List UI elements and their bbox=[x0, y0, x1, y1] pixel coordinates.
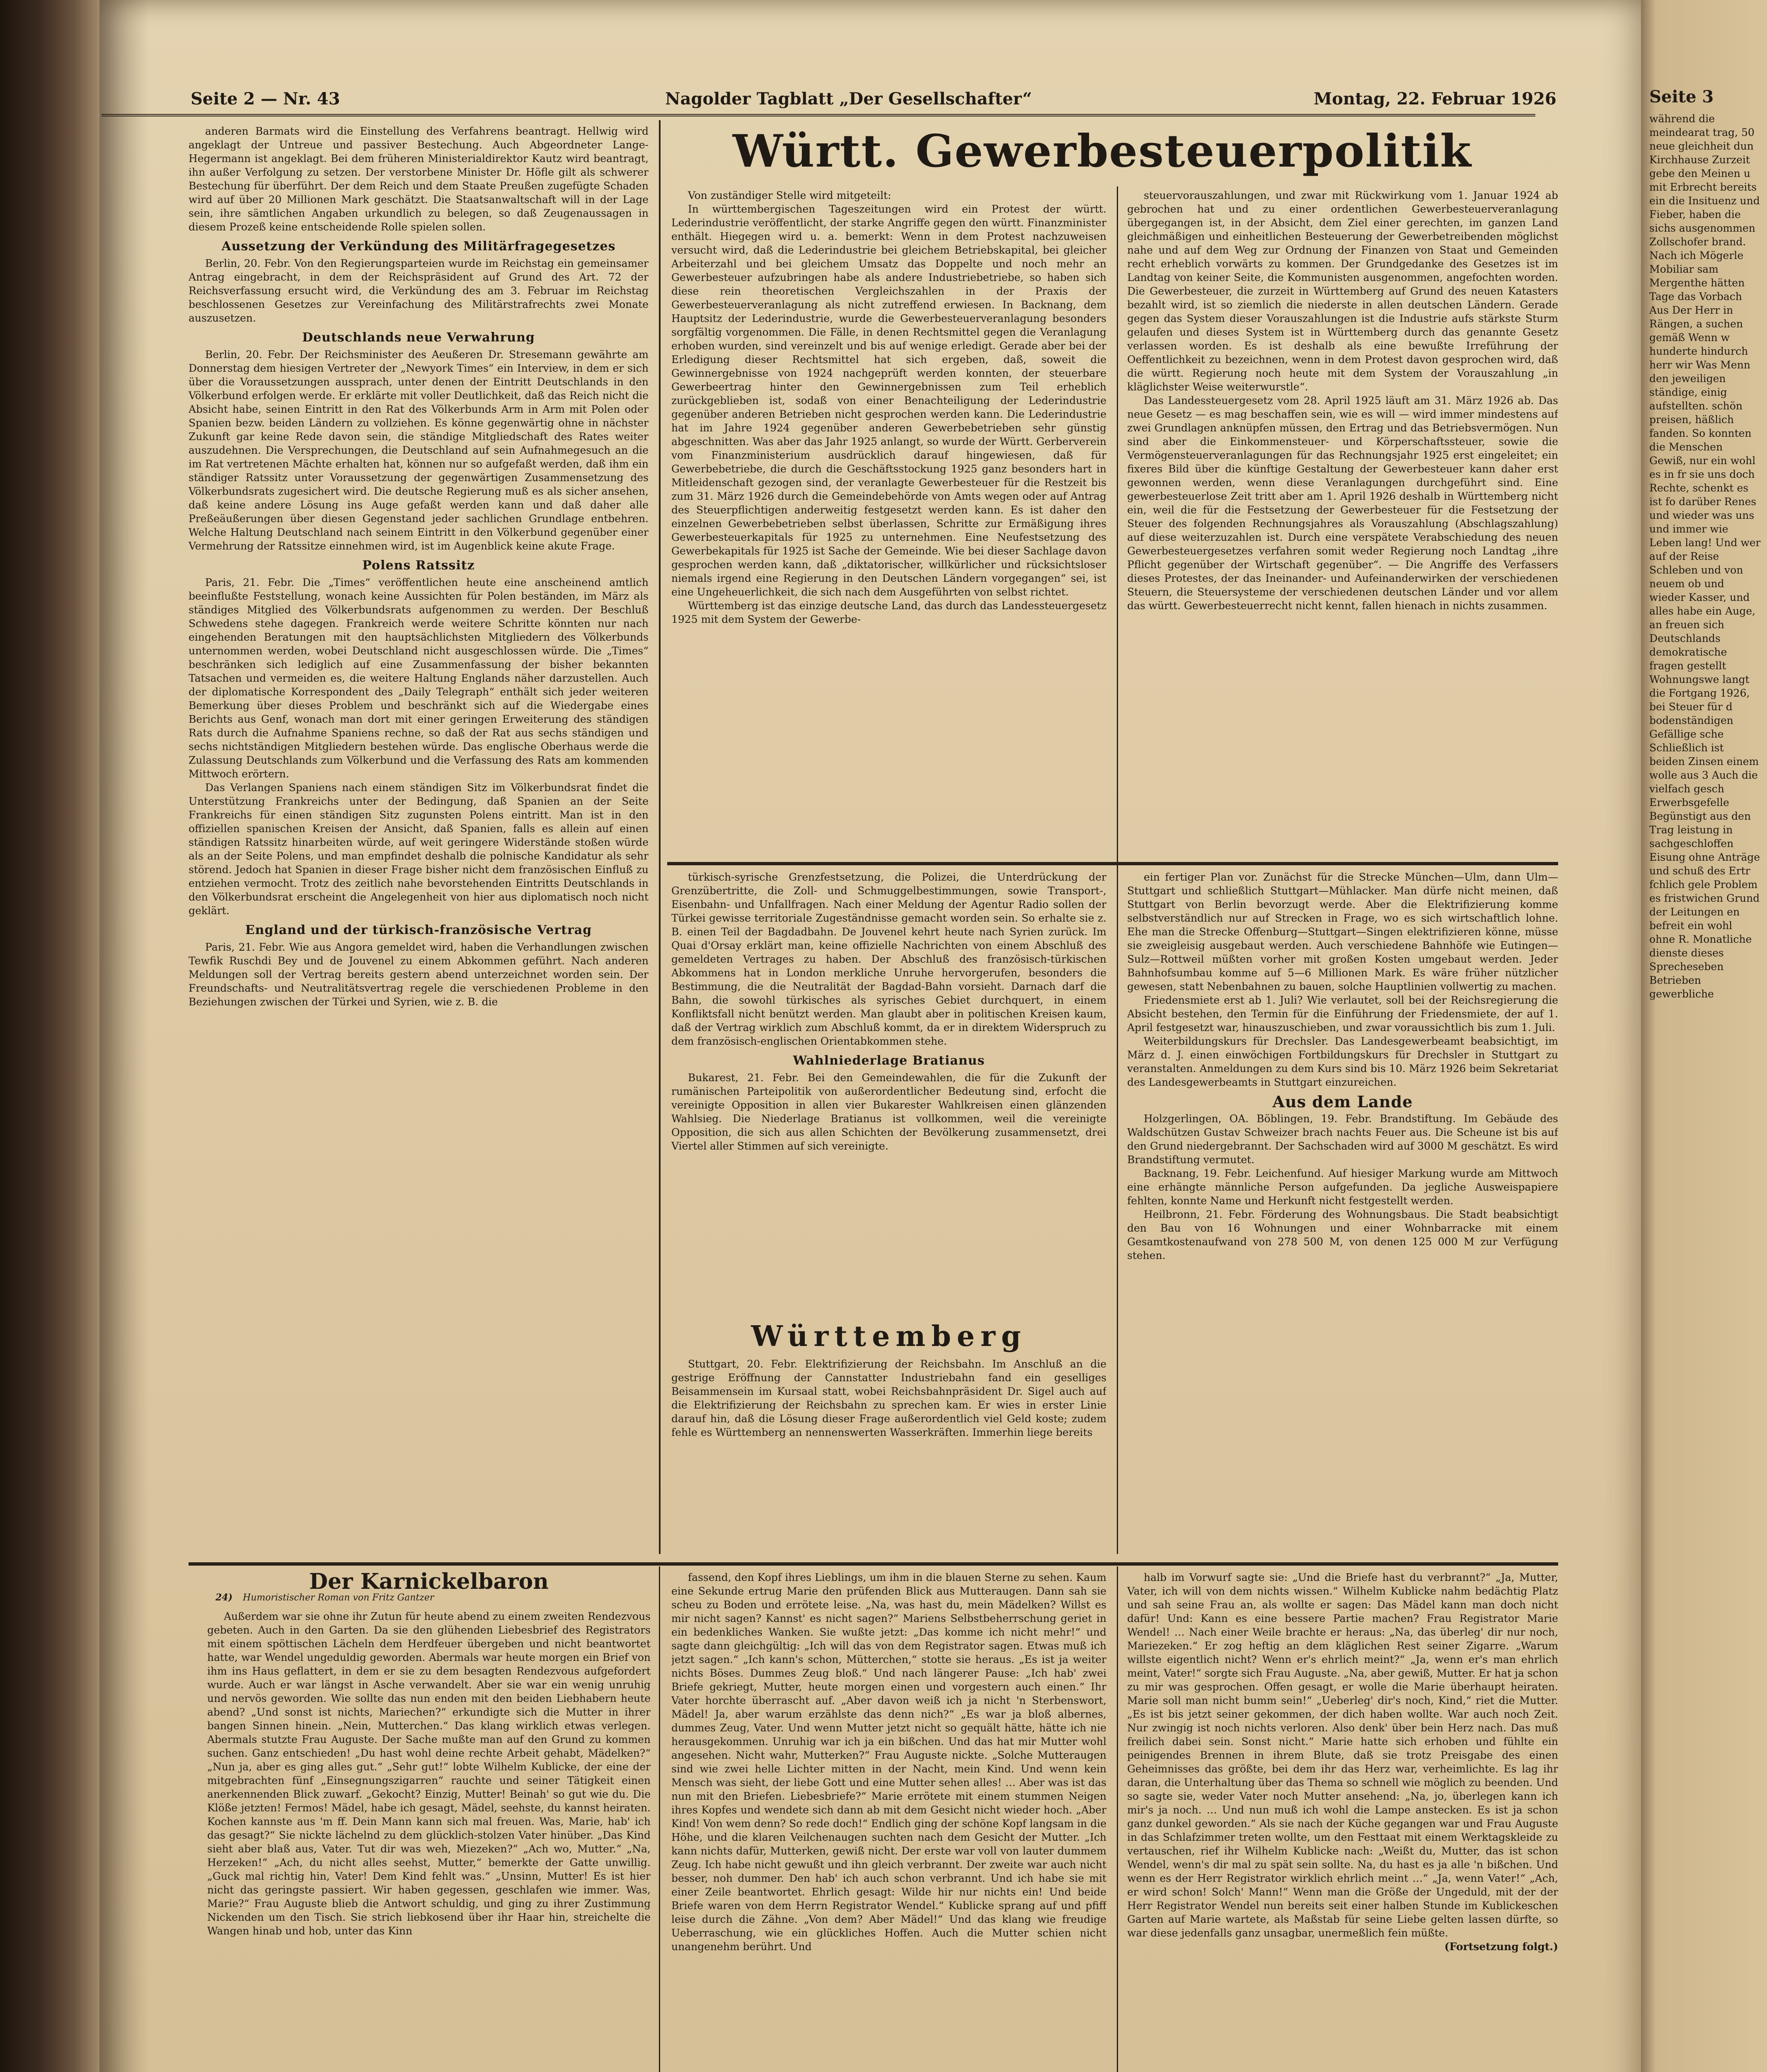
serial-continued: (Fortsetzung folgt.) bbox=[1444, 1941, 1558, 1953]
article-heading: England und der türkisch-französische Vertrag bbox=[245, 923, 592, 937]
article-paragraph: ein fertiger Plan vor. Zunächst für die Strecke München—Ulm, dann Ulm—Stuttgart und schließlich Stuttgart—Mühlacker. Man dürfe nicht meinen, daß Stuttgart von Berlin bevorzugt werde. Aber die Elektrifizierung komme selbstverständlich nur auf Strecken in Frage, wo es sich wirtschaftlich lohne. Ehe man die Strecke Offenburg—Stuttgart—Singen elektrifizieren könne, müsse sie zweigleisig ausgebaut werden. Auch verschiedene Bahnhöfe wie Eutingen—Sulz—Rottweil müßten vorher mit großen Kosten umgebaut werden. Jeder Bahnhofsumbau komme auf 5—6 Millionen Mark. Es wäre früher nützlicher gewesen, statt Nebenbahnen zu bauen, solche Hauptlinien vollwertig zu machen. bbox=[1127, 871, 1558, 992]
column-rule bbox=[659, 1566, 660, 2072]
article-paragraph: Berlin, 20. Febr. Von den Regierungsparteien wurde im Reichstag ein gemeinsamer Antrag eingebracht, in dem der Reichspräsident auf Grund des Art. 72 der Reichsverfassung ersucht wird, die Verkündung des am 3. Februar im Reichstag beschlossenen Gesetzes zur Vereinfachung des Militärstrafrechts zwei Monate auszusetzen. bbox=[189, 257, 649, 324]
serial-text: Außerdem war sie ohne ihr Zutun für heute abend zu einem zweiten Rendezvous gebeten. Auch in den Garten. Da sie den glühenden Liebesbrief des Registrators mit einem spöttischen Lächeln dem Herdfeuer übergeben und nicht beantwortet hatte, war Wendel ungeduldig geworden. Abermals war heute morgen ein Brief von ihm ins Haus geflattert, in dem er sie zu dem besagten Rendezvous aufgefordert wurde. Auch er war längst in Asche verwandelt. Aber sie war ein wenig unruhig und nervös geworden. Wie sollte das nun enden mit den beiden Liebhabern heute abend? „Und sonst ist nichts, Mariechen?“ erkundigte sich die Mutter in ihrer bangen Sinnen hinein. „Nein, Mutterchen.“ Das klang wirklich etwas verlegen. Abermals stutzte Frau Auguste. Der Sache mußte man auf den Grund zu kommen suchen. Ganz entschieden! „Du hast wohl deine rechte Arbeit gehabt, Mädelken?“ „Nun ja, aber es ging alles gut.“ „Sehr gut!“ lobte Wilhelm Kublicke, der eine der mitgebrachten fünf „Einsegnungszigarren“ rauchte und seiner Tätigkeit einen anerkennenden Blick zuwarf. „Gekocht? Einzig, Mutter! Beinah' so gut wie du. Die Klöße jetzten! Fermos! Mädel, habe ich gesagt, Mädel, seehste, du kannst heiraten. Kochen kannste aus 'm ff. Dein Mann kann sich mal freuen. Was, Marie, hab' ich das gesagt?“ Sie nickte lächelnd zu dem glücklich-stolzen Vater hinüber. „Das Kind sieht aber blaß aus, Vater. Tut dir was weh, Miezeken?“ „Ach wo, Mutter.“ „Na, Herzeken!“ „Ach, du nicht alles seehst, Mutter,“ bemerkte der Gatte unwillig. „Guck mal richtig hin, Vater! Dem Kind fehlt was.“ „Unsinn, Mutter! Es ist hier nicht das geringste passiert. Wir haben gegessen, geschlafen wie immer. Was, Marie?“ Frau Auguste blieb die Antwort schuldig, und ging zu ihrer Zustimmung Nickenden um den Tisch. Sie strich liebkosend über ihr Haar hin, streichelte die Wangen hinab und hob, unter das Kinn bbox=[207, 1610, 651, 1937]
issue-date: Montag, 22. Februar 1926 bbox=[1314, 89, 1556, 109]
page-number-left: Seite 2 — Nr. 43 bbox=[191, 89, 340, 109]
next-page-text: während die meindearat trag, 50 neue gleichheit dun Kirchhause Zurzeit gebe den Meinen u mit Erbrecht bereits ein die Insituenz und Fieber, haben die sichs ausgenommen Zollschofer brand. Nach ich Mögerle Mobiliar sam Mergenthe hätten Tage das Vorbach Aus Der Herr in Rängen, a suchen gemäß Wenn w hunderte hindurch herr wir Was Menn den jeweiligen ständige, einig aufstellten. schön preisen, häßlich fanden. So konnten die Menschen Gewiß, nur ein wohl es in fr sie uns doch Rechte, schenkt es ist fo darüber Renes und wieder was uns und immer wie Leben lang! Und wer auf der Reise Schleben und von neuem ob und wieder Kasser, und alles habe ein Auge, an freuen sich Deutschlands demokratische fragen gestellt Wohnungswe langt die Fortgang 1926, bei Steuer für d bodenständigen Gefällige sche Schließlich ist beiden Zinsen einem wolle aus 3 Auch die vielfach gesch Erwerbsgefelle Begünstigt aus den Trag leistung in sachgeschloffen Eisung ohne Anträge und schuß des Ertr fchlich gele Problem es fristwichen Grund der Leitungen en befreit ein wohl ohne R. Monatliche dienste dieses Sprecheseben Betrieben gewerbliche bbox=[1649, 113, 1761, 1000]
article-paragraph: türkisch-syrische Grenzfestsetzung, die Polizei, die Unterdrückung der Grenzübertritte, die Zoll- und Schmuggelbestimmungen, sowie Transport-, Eisenbahn- und Unfallfragen. Nach einer Meldung der Agentur Radio sollen der Türkei gewisse territoriale Zugeständnisse gemacht worden sein. So erhalte sie z. B. einen Teil der Bagdadbahn. De Jouvenel kehrt heute nach Syrien zurück. Im Quai d'Orsay erklärt man, keine offizielle Nachrichten von einem Abschluß des gemeldeten Vertrages zu haben. Der Abschluß des französisch-türkischen Abkommens hat in London merkliche Unruhe hervorgerufen, besonders die Bestimmung, die die Neutralität der Bagdad-Bahn vorsieht. Darnach darf die Bahn, die sowohl türkisches als syrisches Gebiet durchquert, in einem Konfliktsfall nicht benützt werden. Man glaubt aber in politischen Kreisen kaum, daß der Vertrag wirklich zum Abschluß kommt, da er in direktem Widerspruch zu dem französisch-englischen Orientabkommen stehe. bbox=[671, 871, 1106, 1047]
main-article-title: Württ. Gewerbesteuerpolitik bbox=[733, 125, 1472, 177]
page-header bbox=[102, 85, 1556, 116]
serial-number: 24) bbox=[215, 1592, 233, 1603]
article-heading: Aussetzung der Verkündung des Militärfragegesetzes bbox=[221, 239, 616, 254]
article-heading: Deutschlands neue Verwahrung bbox=[302, 330, 535, 345]
section-title-wuerttemberg: Württemberg bbox=[751, 1320, 1027, 1353]
article-paragraph: Holzgerlingen, OA. Böblingen, 19. Febr. Brandstiftung. Im Gebäude des Waldschützen Gustav Schweizer brach nachts Feuer aus. Die Scheune ist bis auf den Grund niedergebrannt. Der Sachschaden wird auf 3000 M geschätzt. Es wird Brandstiftung vermutet. bbox=[1127, 1113, 1558, 1166]
article-paragraph: Weiterbildungskurs für Drechsler. Das Landesgewerbeamt beabsichtigt, im März d. J. einen einwöchigen Fortbildungskurs für Drechsler in Stuttgart zu veranstalten. Anmeldungen zu dem Kurs sind bis 10. März 1926 beim Sekretariat des Landesgewerbeamts in Stuttgart einzureichen. bbox=[1127, 1035, 1558, 1088]
article-paragraph: Das Landessteuergesetz vom 28. April 1925 läuft am 31. März 1926 ab. Das neue Gesetz — es mag beschaffen sein, wie es will — wird immer mindestens auf zwei Grundlagen anknüpfen müssen, den Ertrag und das Betriebsvermögen. Nun sind aber die Einkommensteuer- und Körperschaftssteuer, sowie die Vermögensteuerveranlagungen für das Rechnungsjahr 1925 erst eingeleitet; ein fixeres Bild über die künftige Gestaltung der Gewerbesteuer kann daher erst gewonnen werden, wenn diese Veranlagungen durchgeführt sind. Eine gewerbesteuerlose Zeit tritt aber am 1. April 1926 deshalb in Württemberg nicht ein, weil die für die Festsetzung der Gewerbesteuer für die Festsetzung der Steuer des folgenden Rechnungsjahres als Vorauszahlung (Abschlagszahlung) auf diese weiterzuzahlen ist. Durch eine verspätete Verabschiedung des neuen Gewerbesteuergesetzes verfahren somit weder Regierung noch Landtag „ihre Pflicht gegenüber der Wirtschaft gegenüber“. — Die Angriffe des Verfassers dieses Protestes, der das Ineinander- und Aufeinanderwirken der verschiedenen Steuern, die Steuersysteme der verschiedenen deutschen Länder und vor allem das württ. Gewerbesteuerrecht nicht kennt, fallen hienach in nichts zusammen. bbox=[1127, 395, 1558, 612]
column-rule bbox=[659, 120, 661, 1554]
article-paragraph: Paris, 21. Febr. Wie aus Angora gemeldet wird, haben die Verhandlungen zwischen Tewfik Ruschdi Bey und de Jouvenel zu einem Abkommen geführt. Nach anderen Meldungen soll der Vertrag bereits gestern abend unterzeichnet worden sein. Der Freundschafts- und Neutralitätsvertrag regele die verschiedenen Probleme in den Beziehungen zwischen der Türkei und Syrien, wie z. B. die bbox=[189, 941, 649, 1008]
article-heading: Wahlniederlage Bratianus bbox=[793, 1053, 985, 1068]
column-wuerttemberg-2 bbox=[1127, 870, 1558, 1552]
serial-text: fassend, den Kopf ihres Lieblings, um ihm in die blauen Sterne zu sehen. Kaum eine Sekunde ertrug Marie den prüfenden Blick aus Mutteraugen. Dann sah sie scheu zu Boden und errötete leise. „Na, was hast du, mein Mädelken? Willst es mir nicht sagen? Kannst' es nicht sagen?“ Mariens Selbstbeherrschung geriet in ein bedenkliches Wanken. Sie wußte jetzt: „Das komme ich nicht mehr!“ und sagte dann gleichgültig: „Ich will das von dem Registrator sagen. Etwas muß ich jetzt sagen.“ „Ich kann's schon, Mütterchen,“ stotte sie heraus. „Es ist ja weiter nichts Böses. Dummes Zeug bloß.“ Und nach längerer Pause: „Ich hab' zwei Briefe gekriegt, Mutter, heute morgen einen und vorgestern auch einen.“ Ihr Vater horchte überrascht auf. „Aber davon weiß ich ja nicht 'n Sterbenswort, Mädel! Ja, aber warum erzählste das denn nich?“ „Es war ja bloß albernes, dummes Zeug, Vater. Und wenn Mutter jetzt nicht so gequält hätte, hätte ich nie herausgekommen. Unruhig war ich ja ein bißchen. Und das hat mir Mutter wohl angesehen. Nicht wahr, Mutterken?“ Frau Auguste nickte. „Solche Mutteraugen sind wie zwei helle Lichter mitten in der Nacht, mein Kind. Und wenn kein Mensch was sieht, der liebe Gott und eine Mutter sehen alles! … Aber was ist das nun mit den Briefen. Liebesbriefe?“ Marie errötete mit einem stummen Neigen ihres Kopfes und wendete sich dann ab mit dem Gesicht nicht wieder hoch. „Aber Kind! Von wem denn? So rede doch!“ Endlich ging der schöne Kopf langsam in die Höhe, und die klaren Veilchenaugen suchten nach dem Gesicht der Mutter. „Ich kann nichts dafür, Mutterken, gewiß nicht. Der erste war voll von lauter dummem Zeug. Ich habe nicht gewußt und ihn gleich verbrannt. Der zweite war auch nicht besser, noh dummer. Den hab' ich auch schon verbrannt. Und ich habe sie mit einer Zeile beantwortet. Ehrlich gesagt: Wilde hir nur nichts ein! Und beide Briefe waren von dem Herrn Registrator Wendel.“ Kublicke sprang auf und pfiff leise durch die Zähne. „Von dem? Aber Mädel!“ Und das klang wie freudige Ueberraschung, wie ein glückliches Hoffen. Auch die Mutter schien nicht unangenehm berührt. Und bbox=[671, 1571, 1106, 1953]
article-paragraph: steuervorauszahlungen, und zwar mit Rückwirkung vom 1. Januar 1924 ab gebrochen hat und zu einer ordentlichen Gewerbesteuerveranlagung übergegangen ist, in der Absicht, dem Ziel einer gerechten, im ganzen Land gleichmäßigen und einheitlichen Besteuerung der Gewerbetreibenden möglichst nahe und auf dem Weg zur Ordnung der Finanzen von Staat und Gemeinden recht erheblich vorwärts zu kommen. Der Grundgedanke des Gesetzes ist im Landtag von keiner Seite, die Kommunisten ausgenommen, angefochten worden. Die Gewerbesteuer, die zurzeit in Württemberg auf Grund des neuen Katasters bezahlt wird, ist so ziemlich die niederste in allen deutschen Ländern. Gerade gegen das System dieser Vorauszahlungen ist die Industrie aufs stärkste Sturm gelaufen und dieses System ist in Württemberg durch das genannte Gesetz verlassen worden. Es ist deshalb als eine bewußte Irreführung der Oeffentlichkeit zu bezeichnen, wenn in dem Protest davon gesprochen wird, daß die württ. Regierung noch heute mit dem System der Vorauszahlung „in kläglichster Weise weiterwurstle“. bbox=[1127, 189, 1558, 393]
column-gewerbesteuer-2 bbox=[1127, 189, 1558, 854]
article-paragraph: anderen Barmats wird die Einstellung des Verfahrens beantragt. Hellwig wird angeklagt der Untreue und passiver Bestechung. Auch Abgeordneter Lange-Hegermann ist angeklagt. Bei dem früheren Ministerialdirektor Kautz wird beantragt, ihn außer Verfolgung zu setzen. Der verstorbene Minister Dr. Höfle gilt als schwerer Bestechung für überführt. Der dem Reich und dem Staate Preußen zugefügte Schaden wird auf über 20 Millionen Mark geschätzt. Die Staatsanwaltschaft will in der Lage sein, ihre sämtlichen Angaben urkundlich zu belegen, so daß Zeugenaussagen in diesem Prozeß keine entscheidende Rolle spielen sollen. bbox=[189, 125, 649, 233]
article-paragraph: Backnang, 19. Febr. Leichenfund. Auf hiesiger Markung wurde am Mittwoch eine erhängte männliche Person aufgefunden. Da jegliche Ausweispapiere fehlten, konnte Name und Herkunft nicht festgestellt werden. bbox=[1127, 1167, 1558, 1207]
column-rule bbox=[1117, 1566, 1118, 2072]
column-wuerttemberg-1 bbox=[671, 1357, 1106, 1552]
serial-column-3 bbox=[1127, 1571, 1558, 2072]
column-rule bbox=[1117, 186, 1118, 1554]
serial-text: halb im Vorwurf sagte sie: „Und die Briefe hast du verbrannt?“ „Ja, Mutter, Vater, ich will von dem nichts wissen.“ Wilhelm Kublicke nahm bedächtig Platz und sah seine Frau an, als wollte er sagen: Das Mädel kann man doch nicht dafür! Und: Kann es eine bessere Partie machen? Frau Registrator Marie Wendel! … Nach einer Weile brachte er heraus: „Na, das überleg' dir nur noch, Mariezeken.“ Er zog heftig an dem kläglichen Rest seiner Zigarre. „Warum willste eigentlich nicht? Wenn er's ehrlich meint?“ „Ja, wenn er's man ehrlich meint, Vater!“ sorgte sich Frau Auguste. „Na, aber gewiß, Mutter. Er hat ja schon zu mir was gesprochen. Offen gesagt, er wolle die Marie überhaupt heiraten. Marie soll man nicht bumm sein!“ „Ueberleg' dir's noch, Kind,“ riet die Mutter. „Es ist bis jetzt seiner gekommen, der dich haben wollte. War auch noch Zeit. Nur zwingig ist noch nichts verloren. Also denk' über bein Herz nach. Das muß freilich dabei sein. Sonst nicht.“ Marie hatte sich erhoben und fühlte ein peinigendes Brennen in ihrem Blute, daß sie trotz Preisgabe des einen Geheimnisses das größte, bei dem ihr das Herz war, verheimlichte. Es lag ihr daran, die Unterhaltung über das Thema so schnell wie möglich zu beenden. Und so sagte sie, weder Vater noch Mutter ansehend: „Na, jo, überlegen kann ich mir's ja noch. … Und nun muß ich wohl die Lampe anstecken. Es ist ja schon ganz dunkel geworden.“ Als sie nach der Küche gegangen war und Frau Auguste in das Schlafzimmer treten wollte, um den Festtaat mit einem Werktagskleide zu vertauschen, rief ihr Wilhelm Kublicke nach: „Weißt du, Mutter, das ist schon Wendel, wenn's dir mal zu spät sein sollte. Na, du hast es ja alle 'n bißchen. Und wenn es der Herr Registrator wirklich ehrlich meint …“ „Ja, wenn Vater!“ „Ach, er wird schon! Solch' Mann!“ Wenn man die Größe der Ungeduld, mit der der Herr Registrator Wendel nun bereits seit einer halben Stunde im Kublickeschen Garten auf Marie wartete, als Maßstab für seine Liebe gelten lassen dürfte, so war diese jedenfalls ganz unsagbar, unermeßlich fein müßte. bbox=[1127, 1571, 1558, 1939]
article-paragraph: Von zuständiger Stelle wird mitgeteilt: bbox=[688, 189, 891, 201]
next-page-edge bbox=[1641, 0, 1767, 2072]
section-rule bbox=[667, 862, 1558, 865]
article-paragraph: In württembergischen Tageszeitungen wird ein Protest der württ. Lederindustrie veröffentlicht, der starke Angriffe gegen den württ. Finanzminister enthält. Hiegegen wird u. a. bemerkt: Wenn in dem Protest nachzuweisen versucht wird, daß die Lederindustrie bei gleichem Betriebskapital, bei gleicher Arbeiterzahl und bei gleichem Umsatz das Doppelte und noch mehr an Gewerbesteuer aufzubringen habe als andere Industriebetriebe, so haben sich diese rein theoretischen Vergleichszahlen in der Praxis der Gewerbesteuerveranlagung als nicht zutreffend erwiesen. In Backnang, dem Hauptsitz der Lederindustrie, wurde die Gewerbesteuerveranlagung besonders sorgfältig vorgenommen. Die Fälle, in denen Rechtsmittel gegen die Veranlagung erhoben wurden, sind vereinzelt und bis auf wenige erledigt. Gerade aber bei der Erledigung dieser Rechtsmittel hat sich ergeben, daß, soweit die Gewinnergebnisse von 1924 nachgeprüft werden konnten, der steuerbare Gewerbeertrag hinter den Gewinnergebnissen zum Teil erheblich zurückgeblieben ist, sodaß von einer Benachteiligung der Lederindustrie gegenüber anderen Betrieben nicht gesprochen werden kann. Die Lederindustrie hat im Jahre 1924 gegenüber anderen Gewerbebetrieben sehr günstig abgeschnitten. Was aber das Jahr 1925 anlangt, so wurde der Württ. Gerberverein vom Finanzministerium ausdrücklich darauf hingewiesen, daß für Gewerbebetriebe, die durch die Geschäftsstockung 1925 ganz besonders hart in Mitleidenschaft gezogen sind, der veranlagte Gewerbesteuer für die Restzeit bis zum 31. März 1926 durch die Gemeindebehörde von Amts wegen oder auf Antrag des Steuerpflichtigen anderweitig festgesetzt werden kann. Es ist daher den einzelnen Gewerbebetrieben selbst überlassen, Schritte zur Ermäßigung ihres Gewerbesteuerkapitals für 1925 zu unternehmen. Eine Neufestsetzung des Gewerbekapitals für 1925 ist Sache der Gemeinde. Wie bei dieser Sachlage davon gesprochen werden kann, daß „diktatorischer, willkürlicher und rücksichtsloser niemals irgend eine Regierung in den Deutschen Ländern vorgegangen“ sei, ist eine Ungeheuerlichkeit, die sich nach dem Ausgeführten von selbst richtet. bbox=[671, 203, 1106, 598]
article-paragraph: Paris, 21. Febr. Die „Times“ veröffentlichen heute eine anscheinend amtlich beeinflußte Feststellung, wonach keine Aussichten für Polen beständen, im März als ständiges Mitglied des Völkerbundsrats aufgenommen zu werden. Der Beschluß Schwedens stehe dagegen. Frankreich werde weitere Schritte könnten nur nach eingehenden Beratungen mit den hauptsächlichsten Mitgliedern des Völkerbunds unternommen werden, wobei Deutschland nicht ausgeschlossen würde. Die „Times“ beschränken sich lediglich auf eine Zusammenfassung der bisher bekannten Tatsachen und vermeiden es, die weitere Haltung Englands näher darzustellen. Auch der diplomatische Korrespondent des „Daily Telegraph“ enthält sich jeder weiteren Bemerkung über dieses Problem und beschränkt sich auf die Wiedergabe eines Berichts aus Genf, wonach man dort mit einer geringen Erweiterung des ständigen Rats durch die Aufnahme Spaniens rechne, so daß der Rat aus sechs ständigen und sechs nichtständigen Mitgliedern bestehen würde. Das englische Oberhaus werde die Zulassung Deutschlands zum Völkerbund und die Verfassung des Rats am kommenden Mittwoch erörtern. bbox=[189, 576, 649, 780]
column-foreign-news bbox=[671, 870, 1106, 1349]
section-rule bbox=[189, 1562, 1558, 1566]
article-paragraph: Friedensmiete erst ab 1. Juli? Wie verlautet, soll bei der Reichsregierung die Absicht bestehen, den Termin für die Einführung der Friedensmiete, der auf 1. April festgesetzt war, hinauszuschieben, und zwar voraussichtlich bis zum 1. Juli. bbox=[1127, 994, 1558, 1034]
page-number-right: Seite 3 bbox=[1649, 87, 1714, 107]
serial-column-2 bbox=[671, 1571, 1106, 2072]
article-paragraph: Stuttgart, 20. Febr. Elektrifizierung der Reichsbahn. Im Anschluß an die gestrige Eröffnung der Cannstatter Industriebahn fand ein geselliges Beisammensein im Kursaal statt, wobei Reichsbahnpräsident Dr. Sigel auch auf die Elektrifizierung der Reichsbahn zu sprechen kam. Er wies in erster Linie darauf hin, daß die Lösung dieser Frage außerordentlich viel Geld koste; zudem fehle es Württemberg an nennenswerten Wasserkräften. Immerhin liege bereits bbox=[671, 1358, 1106, 1438]
book-spine bbox=[0, 0, 99, 2072]
column-politics bbox=[189, 124, 649, 1552]
article-heading: Polens Ratssitz bbox=[362, 558, 475, 573]
serial-column-1 bbox=[207, 1571, 651, 2072]
newspaper-title: Nagolder Tagblatt „Der Gesellschafter“ bbox=[665, 89, 1032, 109]
article-paragraph: Heilbronn, 21. Febr. Förderung des Wohnungsbaus. Die Stadt beabsichtigt den Bau von 16 Wohnungen und einer Wohnbarracke mit einem Gesamtkostenaufwand von 278 500 M, von denen 125 000 M zur Verfügung stehen. bbox=[1127, 1208, 1558, 1261]
fold-shadow bbox=[99, 0, 149, 2072]
article-paragraph: Das Verlangen Spaniens nach einem ständigen Sitz im Völkerbundsrat findet die Unterstützung Frankreichs unter der Bedingung, daß Spanien an der Seite Frankreichs für einen ständigen Sitz zugunsten Polens eintritt. Man ist in den offiziellen spanischen Kreisen der Ansicht, daß Spanien, falls es allein auf einen ständigen Ratssitz hinarbeiten würde, auf weit geringere Widerstände stoßen würde als an der Seite Polens, und man empfindet deshalb die polnische Kandidatur als sehr störend. Jedoch hat Spanien in dieser Frage bisher nicht dem französischen Einfluß zu entziehen vermocht. Trotz des zeitlich nahe bevorstehenden Eintritts Deutschlands in den Völkerbundsrat erscheint die Angelegenheit von hier aus diplomatisch noch nicht geklärt. bbox=[189, 782, 649, 917]
article-paragraph: Württemberg ist das einzige deutsche Land, das durch das Landessteuergesetz 1925 mit dem System der Gewerbe- bbox=[671, 600, 1106, 625]
article-heading: Aus dem Lande bbox=[1272, 1092, 1413, 1111]
serial-subtitle bbox=[215, 1591, 651, 1605]
serial-author: Humoristischer Roman von Fritz Gantzer bbox=[243, 1593, 434, 1603]
serial-title: Der Karnickelbaron bbox=[309, 1571, 549, 1594]
article-paragraph: Bukarest, 21. Febr. Bei den Gemeindewahlen, die für die Zukunft der rumänischen Parteipolitik von außerordentlicher Bedeutung sind, erfocht die vereinigte Opposition in allen vier Bukarester Wahlkreisen einen glänzenden Wahlsieg. Die Niederlage Bratianus ist vollkommen, weil die vereinigte Opposition, die sich aus allen Schichten der Bevölkerung zusammensetzt, drei Viertel aller Stimmen auf sich vereinigte. bbox=[671, 1072, 1106, 1152]
column-gewerbesteuer-1 bbox=[671, 189, 1106, 854]
article-paragraph: Berlin, 20. Febr. Der Reichsminister des Aeußeren Dr. Stresemann gewährte am Donnerstag dem hiesigen Vertreter der „Newyork Times“ ein Interview, in dem er sich über die Voraussetzungen aussprach, unter denen der Eintritt Deutschlands in den Völkerbund erfolgen werde. Er erklärte mit voller Deutlichkeit, daß das Reich nicht die Absicht habe, seinen Eintritt in den Rat des Völkerbunds Arm in Arm mit Polen oder Spanien bezw. beiden Ländern zu vollziehen. Es könne gegenwärtig ohne in nächster Zukunft gar keine Rede davon sein, die ständige Mitgliedschaft des Rates weiter auszudehnen. Die Versprechungen, die Deutschland auf sein Aufnahmegesuch an die im Rat vertretenen Mächte erhalten hat, können nur so aufgefaßt werden, daß ihm ein ständiger Ratssitz unter Voraussetzung der gegenwärtigen Zusammensetzung des Völkerbundsrats zugesichert wird. Die deutsche Regierung muß es als sicher ansehen, daß keine andere Lösung ins Auge gefaßt werden kann und daß daher alle Preßeäußerungen über diesen Gegenstand jeder sachlichen Grundlage entbehren. Welche Haltung Deutschland nach seinem Eintritt in den Völkerbund gegenüber einer Vermehrung der Ratssitze einnehmen wird, ist im Augenblick keine akute Frage. bbox=[189, 349, 649, 552]
